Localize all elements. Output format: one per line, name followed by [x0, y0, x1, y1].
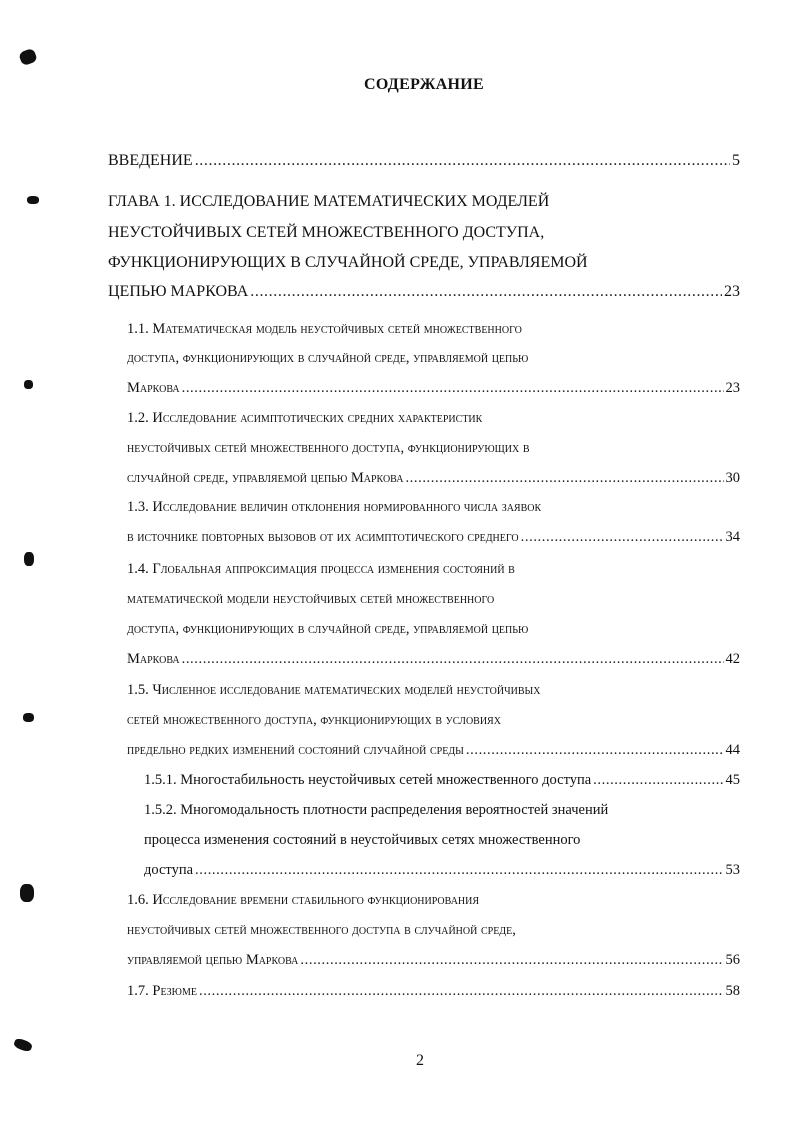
scan-speck: [23, 713, 34, 722]
toc-section-1-4-line-2[interactable]: математической модели неустойчивых сетей множественного: [127, 591, 495, 607]
toc-entry-page: 56: [725, 952, 740, 968]
toc-entry-page: 23: [725, 380, 740, 396]
scan-speck: [24, 552, 34, 566]
toc-section-1-6-line-1[interactable]: 1.6. Исследование времени стабильного функционирования: [127, 892, 480, 908]
toc-subsection-1-5-1[interactable]: 1.5.1. Многостабильность неустойчивых сетей множественного доступа ..... 45: [144, 771, 740, 789]
toc-chapter-1-line-2[interactable]: НЕУСТОЙЧИВЫХ СЕТЕЙ МНОЖЕСТВЕННОГО ДОСТУПА,: [108, 224, 545, 241]
toc-section-1-3-line-2[interactable]: в источнике повторных вызовов от их асимптотического среднего ..... 34: [127, 528, 740, 546]
toc-entry-page: 45: [725, 772, 740, 788]
toc-subsection-1-5-2-line-3[interactable]: доступа ..... 53: [144, 861, 740, 879]
toc-section-1-3-line-1[interactable]: 1.3. Исследование величин отклонения нормированного числа заявок: [127, 499, 542, 515]
toc-section-1-6-line-2[interactable]: неустойчивых сетей множественного доступа в случайной среде,: [127, 922, 516, 938]
toc-section-1-1-line-2[interactable]: доступа, функционирующих в случайной среде, управляемой цепью: [127, 350, 529, 366]
toc-entry-page: 5: [732, 152, 740, 169]
toc-section-1-5-line-2[interactable]: сетей множественного доступа, функционирующих в условиях: [127, 712, 501, 728]
toc-chapter-1-line-1[interactable]: ГЛАВА 1. ИССЛЕДОВАНИЕ МАТЕМАТИЧЕСКИХ МОДЕЛЕЙ: [108, 193, 550, 210]
page-number: 2: [416, 1052, 424, 1069]
toc-entry-page: 23: [724, 283, 740, 300]
scan-speck: [20, 884, 34, 902]
toc-subsection-1-5-2-line-1[interactable]: 1.5.2. Многомодальность плотности распределения вероятностей значений: [144, 802, 609, 818]
toc-section-1-7[interactable]: 1.7. Резюме ..... 58: [127, 982, 740, 1000]
toc-entry-page: 42: [725, 651, 740, 667]
page-title: СОДЕРЖАНИЕ: [363, 76, 485, 93]
scan-speck: [13, 1037, 33, 1053]
toc-entry-page: 30: [725, 470, 740, 486]
toc-entry-introduction[interactable]: [108, 152, 740, 170]
toc-section-1-5-line-1[interactable]: 1.5. Численное исследование математических моделей неустойчивых: [127, 682, 541, 698]
toc-section-1-2-line-1[interactable]: 1.2. Исследование асимптотических средних характеристик: [127, 410, 483, 426]
toc-entry-page: 44: [725, 742, 740, 758]
toc-section-1-1-line-1[interactable]: 1.1. Математическая модель неустойчивых сетей множественного: [127, 321, 522, 337]
scan-speck: [18, 48, 38, 67]
toc-section-1-4-line-4[interactable]: Маркова ..... 42: [127, 650, 740, 668]
toc-section-1-5-line-3[interactable]: предельно редких изменений состояний случайной среды ..... 44: [127, 741, 740, 759]
toc-section-1-1-line-3[interactable]: Маркова ..... 23: [127, 379, 740, 397]
toc-entry-page: 58: [725, 983, 740, 999]
scan-speck: [27, 196, 39, 204]
toc-section-1-2-line-3[interactable]: случайной среде, управляемой цепью Маркова ..... 30: [127, 469, 740, 487]
toc-section-1-4-line-1[interactable]: 1.4. Глобальная аппроксимация процесса изменения состояний в: [127, 561, 515, 577]
toc-entry-page: 53: [725, 862, 740, 878]
toc-chapter-1-line-4[interactable]: ЦЕПЬЮ МАРКОВА ..... 23: [108, 283, 740, 301]
toc-entry-page: 34: [725, 529, 740, 545]
toc-entry-label: ВВЕДЕНИЕ: [108, 152, 193, 169]
toc-subsection-1-5-2-line-2[interactable]: процесса изменения состояний в неустойчивых сетях множественного: [144, 832, 581, 848]
toc-section-1-4-line-3[interactable]: доступа, функционирующих в случайной среде, управляемой цепью: [127, 621, 529, 637]
toc-chapter-1-line-3[interactable]: ФУНКЦИОНИРУЮЩИХ В СЛУЧАЙНОЙ СРЕДЕ, УПРАВЛЯЕМОЙ: [108, 254, 588, 271]
toc-section-1-2-line-2[interactable]: неустойчивых сетей множественного доступа, функционирующих в: [127, 440, 530, 456]
scan-speck: [24, 380, 33, 389]
toc-section-1-6-line-3[interactable]: управляемой цепью Маркова ..... 56: [127, 951, 740, 969]
